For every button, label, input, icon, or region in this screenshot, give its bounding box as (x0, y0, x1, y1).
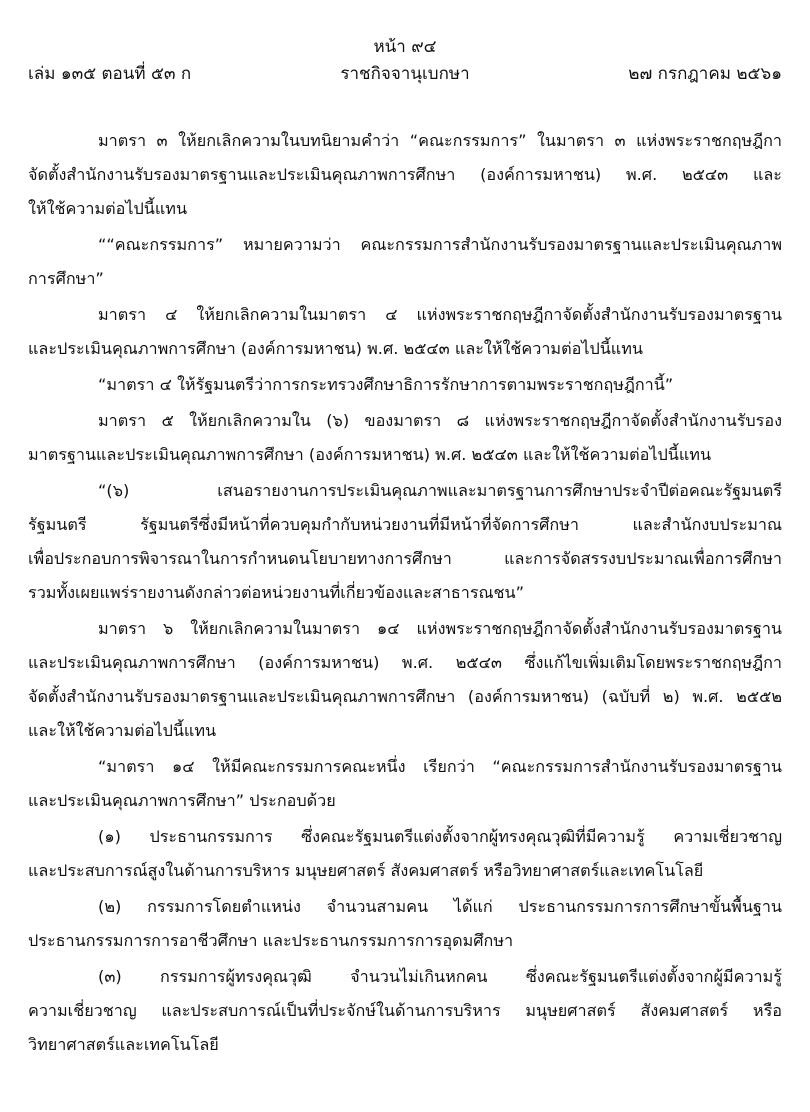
paragraph (28, 820, 782, 888)
paragraph-line: ““คณะกรรมการ” หมายความว่า คณะกรรมการสำนักงานรับรองมาตรฐานและประเมินคุณภาพ (98, 235, 782, 254)
document-body (28, 124, 782, 1064)
volume-issue: เล่ม ๑๓๕ ตอนที่ ๕๓ ก (28, 64, 192, 84)
paragraph-line: และประสบการณ์สูงในด้านการบริหาร มนุษยศาสตร์ สังคมศาสตร์ หรือวิทยาศาสตร์และเทคโนโลยี (28, 861, 704, 880)
paragraph-line: “(๖) เสนอรายงานการประเมินคุณภาพและมาตรฐานการศึกษาประจำปีต่อคณะรัฐมนตรี (98, 481, 782, 500)
paragraph-line: “มาตรา ๑๔ ให้มีคณะกรรมการคณะหนึ่ง เรียกว่า “คณะกรรมการสำนักงานรับรองมาตรฐาน (98, 757, 782, 776)
page-header (28, 36, 782, 88)
paragraph-line: มาตรา ๖ ให้ยกเลิกความในมาตรา ๑๔ แห่งพระราชกฤษฎีกาจัดตั้งสำนักงานรับรองมาตรฐาน (98, 619, 782, 638)
paragraph (28, 368, 782, 402)
paragraph-line: และประเมินคุณภาพการศึกษา (องค์การมหาชน) พ.ศ. ๒๕๔๓ และให้ใช้ความต่อไปนี้แทน (28, 339, 643, 358)
gazette-title: ราชกิจจานุเบกษา (340, 64, 470, 84)
paragraph-line: รวมทั้งเผยแพร่รายงานดังกล่าวต่อหน่วยงานที่เกี่ยวข้องและสาธารณชน” (28, 583, 524, 602)
publication-date: ๒๗ กรกฎาคม ๒๕๖๑ (628, 64, 782, 84)
header-row (28, 62, 782, 86)
page-number: หน้า ๙๔ (373, 37, 437, 57)
paragraph (28, 960, 782, 1062)
paragraph-line: ความเชี่ยวชาญ และประสบการณ์เป็นที่ประจักษ์ในด้านการบริหาร มนุษยศาสตร์ สังคมศาสตร์ หรือ (28, 1001, 782, 1020)
paragraph-line: ให้ใช้ความต่อไปนี้แทน (28, 199, 188, 218)
paragraph-line: มาตรา ๕ ให้ยกเลิกความใน (๖) ของมาตรา ๘ แห่งพระราชกฤษฎีกาจัดตั้งสำนักงานรับรอง (98, 411, 782, 430)
paragraph-line: มาตรฐานและประเมินคุณภาพการศึกษา (องค์การมหาชน) พ.ศ. ๒๕๔๓ และให้ใช้ความต่อไปนี้แทน (28, 445, 712, 464)
paragraph-line: มาตรา ๓ ให้ยกเลิกความในบทนิยามคำว่า “คณะกรรมการ” ในมาตรา ๓ แห่งพระราชกฤษฎีกา (98, 131, 782, 150)
paragraph-line: วิทยาศาสตร์และเทคโนโลยี (28, 1035, 219, 1054)
paragraph-line: ประธานกรรมการการอาชีวศึกษา และประธานกรรมการการอุดมศึกษา (28, 931, 514, 950)
paragraph (28, 298, 782, 366)
paragraph-line: (๑) ประธานกรรมการ ซึ่งคณะรัฐมนตรีแต่งตั้งจากผู้ทรงคุณวุฒิที่มีความรู้ ความเชี่ยวชาญ (98, 827, 782, 846)
paragraph-line: “มาตรา ๔ ให้รัฐมนตรีว่าการกระทรวงศึกษาธิการรักษาการตามพระราชกฤษฎีกานี้” (98, 375, 674, 394)
paragraph-line: เพื่อประกอบการพิจารณาในการกำหนดนโยบายทางการศึกษา และการจัดสรรงบประมาณเพื่อการศึกษา (28, 549, 782, 568)
paragraph (28, 612, 782, 748)
paragraph (28, 890, 782, 958)
paragraph (28, 474, 782, 610)
paragraph-line: และให้ใช้ความต่อไปนี้แทน (28, 721, 217, 740)
paragraph (28, 228, 782, 296)
paragraph-line: การศึกษา” (28, 269, 104, 288)
paragraph (28, 124, 782, 226)
paragraph-line: รัฐมนตรี รัฐมนตรีซึ่งมีหน้าที่ควบคุมกำกับหน่วยงานที่มีหน้าที่จัดการศึกษา และสำนักงบประมาณ (28, 515, 782, 534)
paragraph-line: (๓) กรรมการผู้ทรงคุณวุฒิ จำนวนไม่เกินหกคน ซึ่งคณะรัฐมนตรีแต่งตั้งจากผู้มีความรู้ (98, 967, 782, 986)
paragraph-line: และประเมินคุณภาพการศึกษา (องค์การมหาชน) พ.ศ. ๒๕๔๓ ซึ่งแก้ไขเพิ่มเติมโดยพระราชกฤษฎีกา (28, 653, 782, 672)
paragraph (28, 750, 782, 818)
paragraph-line: จัดตั้งสำนักงานรับรองมาตรฐานและประเมินคุณภาพการศึกษา (องค์การมหาชน) พ.ศ. ๒๕๔๓ และ (28, 165, 782, 184)
paragraph-line: และประเมินคุณภาพการศึกษา” ประกอบด้วย (28, 791, 336, 810)
paragraph (28, 404, 782, 472)
paragraph-line: มาตรา ๔ ให้ยกเลิกความในมาตรา ๔ แห่งพระราชกฤษฎีกาจัดตั้งสำนักงานรับรองมาตรฐาน (98, 305, 782, 324)
paragraph-line: จัดตั้งสำนักงานรับรองมาตรฐานและประเมินคุณภาพการศึกษา (องค์การมหาชน) (ฉบับที่ ๒) พ.ศ. ๒๕๕๒ (28, 687, 782, 706)
paragraph-line: (๒) กรรมการโดยตำแหน่ง จำนวนสามคน ได้แก่ ประธานกรรมการการศึกษาขั้นพื้นฐาน (98, 897, 782, 916)
